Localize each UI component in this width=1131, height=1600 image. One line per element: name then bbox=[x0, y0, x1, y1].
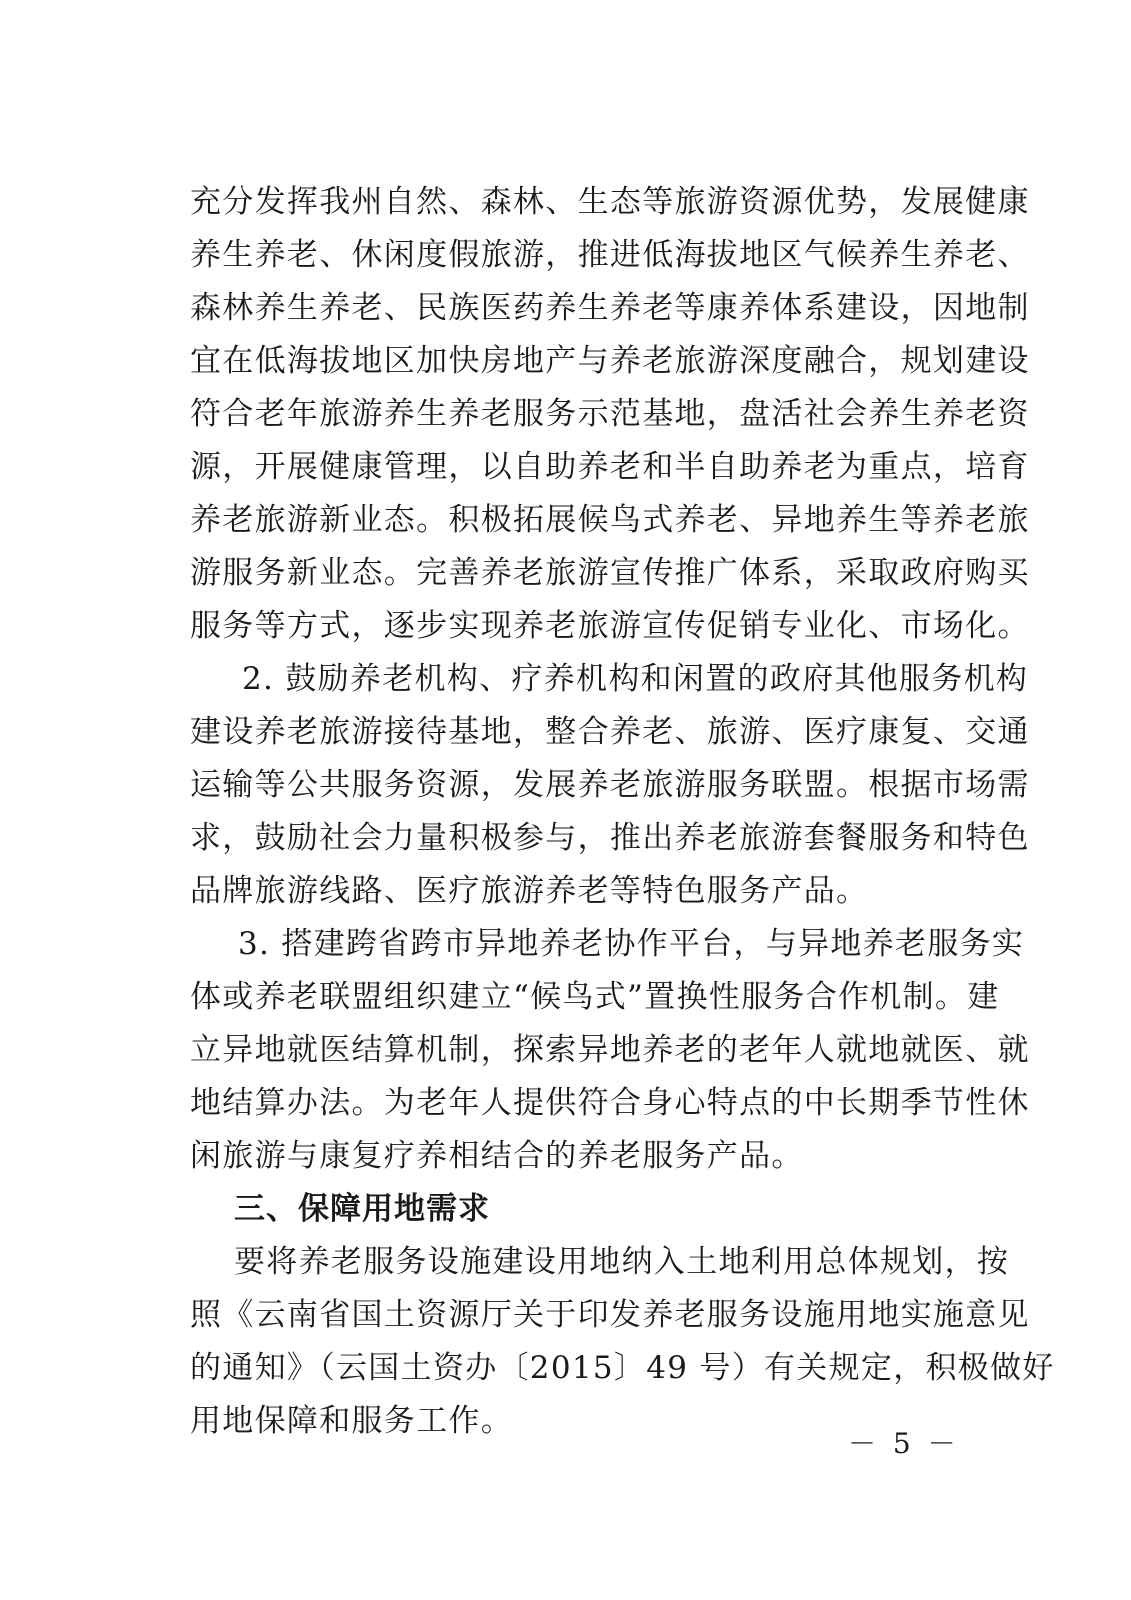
text-line: 体或养老联盟组织建立“候鸟式”置换性服务合作机制。建 bbox=[190, 979, 1000, 1015]
text-line: 符合老年旅游养生养老服务示范基地，盘活社会养生养老资 bbox=[190, 396, 1030, 432]
text-line: 森林养生养老、民族医药养生养老等康养体系建设，因地制 bbox=[190, 290, 1030, 326]
text-line: 地结算办法。为老年人提供符合身心特点的中长期季节性休 bbox=[190, 1085, 1030, 1121]
text-line: 求，鼓励社会力量积极参与，推出养老旅游套餐服务和特色 bbox=[190, 820, 1030, 856]
text-line: 服务等方式，逐步实现养老旅游宣传促销专业化、市场化。 bbox=[190, 608, 1030, 644]
text-line: 养生养老、休闲度假旅游，推进低海拔地区气候养生养老、 bbox=[190, 237, 1030, 273]
text-line: 宜在低海拔地区加快房地产与养老旅游深度融合，规划建设 bbox=[190, 343, 1030, 379]
text-line: 源，开展健康管理，以自助养老和半自助养老为重点，培育 bbox=[190, 449, 1030, 485]
text-line: 2. 鼓励养老机构、疗养机构和闲置的政府其他服务机构 bbox=[242, 661, 1029, 697]
text-line: 运输等公共服务资源，发展养老旅游服务联盟。根据市场需 bbox=[190, 767, 1030, 803]
text-line: 3. 搭建跨省跨市异地养老协作平台，与异地养老服务实 bbox=[238, 926, 1025, 962]
text-line: 用地保障和服务工作。 bbox=[190, 1403, 513, 1439]
text-line: 的通知》（云国土资办〔2015〕49 号）有关规定，积极做好 bbox=[190, 1350, 1055, 1386]
text-line: 立异地就医结算机制，探索异地养老的老年人就地就医、就 bbox=[190, 1032, 1030, 1068]
text-line: 闲旅游与康复疗养相结合的养老服务产品。 bbox=[190, 1138, 804, 1174]
text-line: 养老旅游新业态。积极拓展候鸟式养老、异地养生等养老旅 bbox=[190, 502, 1030, 538]
text-line: 品牌旅游线路、医疗旅游养老等特色服务产品。 bbox=[190, 873, 869, 909]
text-line: 建设养老旅游接待基地，整合养老、旅游、医疗康复、交通 bbox=[190, 714, 1030, 750]
text-line: 充分发挥我州自然、森林、生态等旅游资源优势，发展健康 bbox=[190, 184, 1030, 220]
text-line: 要将养老服务设施建设用地纳入土地利用总体规划，按 bbox=[234, 1244, 1010, 1280]
section-heading: 三、保障用地需求 bbox=[234, 1191, 490, 1227]
text-line: 游服务新业态。完善养老旅游宣传推广体系，采取政府购买 bbox=[190, 555, 1030, 591]
page-number: － 5 － bbox=[848, 1427, 960, 1460]
text-line: 照《云南省国土资源厅关于印发养老服务设施用地实施意见 bbox=[190, 1297, 1030, 1333]
